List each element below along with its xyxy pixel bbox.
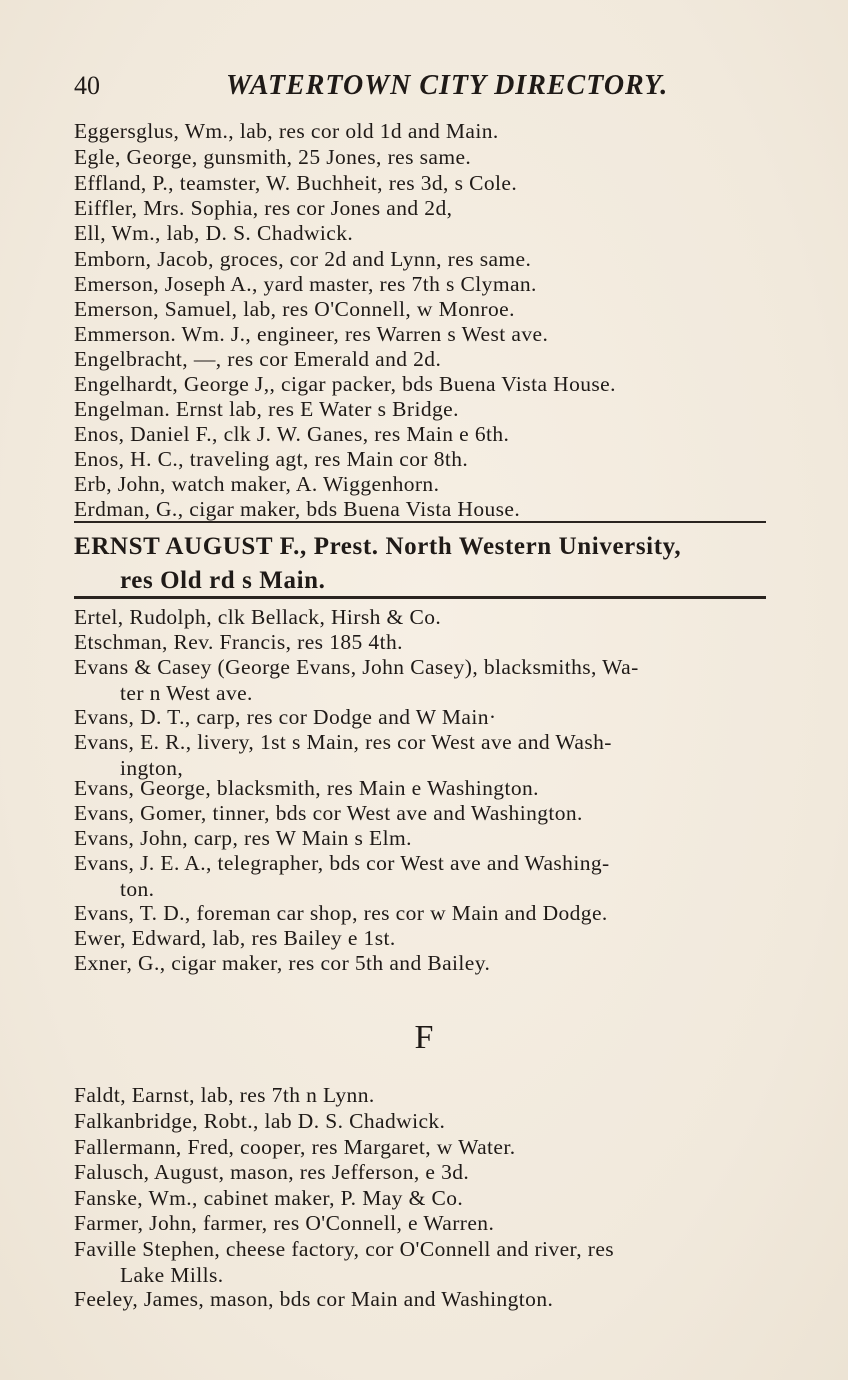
featured-entry: ERNST AUGUST F., Prest. North Western University, res Old rd s Main. [74, 533, 682, 594]
directory-entry: Enos, H. C., traveling agt, res Main cor 8th. [74, 447, 469, 471]
directory-entry: Eggersglus, Wm., lab, res cor old 1d and Main. [74, 119, 499, 143]
directory-entry: Ewer, Edward, lab, res Bailey e 1st. [74, 926, 396, 950]
directory-entry: Evans, John, carp, res W Main s Elm. [74, 826, 412, 850]
page-number: 40 [74, 71, 100, 100]
directory-entry: Exner, G., cigar maker, res cor 5th and Bailey. [74, 951, 491, 975]
section-heading: F [414, 1019, 434, 1056]
directory-entry: Erb, John, watch maker, A. Wiggenhorn. [74, 472, 440, 496]
directory-entry: Ertel, Rudolph, clk Bellack, Hirsh & Co. [74, 605, 442, 629]
directory-entry: Falusch, August, mason, res Jefferson, e 3d. [74, 1160, 470, 1184]
directory-entry: Farmer, John, farmer, res O'Connell, e Warren. [74, 1211, 495, 1235]
directory-entry: Evans, George, blacksmith, res Main e Washington. [74, 776, 539, 800]
running-title: WATERTOWN CITY DIRECTORY. [226, 70, 669, 101]
directory-entry: Fanske, Wm., cabinet maker, P. May & Co. [74, 1186, 464, 1210]
directory-entry: Effland, P., teamster, W. Buchheit, res 3d, s Cole. [74, 171, 518, 195]
directory-entry: Eiffler, Mrs. Sophia, res cor Jones and 2d, [74, 196, 453, 220]
directory-entry: Ell, Wm., lab, D. S. Chadwick. [74, 221, 354, 245]
directory-entry: Emerson, Joseph A., yard master, res 7th s Clyman. [74, 272, 537, 296]
directory-entry: Erdman, G., cigar maker, bds Buena Vista House. [74, 497, 521, 521]
directory-entry: Feeley, James, mason, bds cor Main and Washington. [74, 1287, 554, 1311]
directory-entry: Enos, Daniel F., clk J. W. Ganes, res Main e 6th. [74, 422, 510, 446]
directory-entry: Evans, Gomer, tinner, bds cor West ave and Washington. [74, 801, 583, 825]
directory-entry: Engelbracht, —, res cor Emerald and 2d. [74, 347, 442, 371]
directory-entry: Engelhardt, George J,, cigar packer, bds Buena Vista House. [74, 372, 616, 396]
directory-entry: Egle, George, gunsmith, 25 Jones, res same. [74, 145, 472, 169]
directory-entry: Evans, E. R., livery, 1st s Main, res cor West ave and Wash- ington, [74, 730, 612, 780]
bottom-rule [74, 596, 766, 599]
directory-entry: Emerson, Samuel, lab, res O'Connell, w Monroe. [74, 297, 515, 321]
directory-entry: Evans, T. D., foreman car shop, res cor w Main and Dodge. [74, 901, 608, 925]
directory-entry: Etschman, Rev. Francis, res 185 4th. [74, 630, 403, 654]
directory-entry: Engelman. Ernst lab, res E Water s Bridge. [74, 397, 459, 421]
directory-entry: Emmerson. Wm. J., engineer, res Warren s West ave. [74, 322, 549, 346]
directory-entry: Emborn, Jacob, groces, cor 2d and Lynn, res same. [74, 247, 532, 271]
directory-entry: Evans, J. E. A., telegrapher, bds cor West ave and Washing- ton. [74, 851, 610, 901]
directory-entry: Faldt, Earnst, lab, res 7th n Lynn. [74, 1083, 375, 1107]
directory-entry: Faville Stephen, cheese factory, cor O'Connell and river, res Lake Mills. [74, 1237, 615, 1287]
page-header [74, 68, 774, 108]
directory-entry: Evans, D. T., carp, res cor Dodge and W Main· [74, 705, 497, 729]
directory-entry: Fallermann, Fred, cooper, res Margaret, w Water. [74, 1135, 516, 1159]
top-rule [74, 521, 766, 523]
directory-entry: Falkanbridge, Robt., lab D. S. Chadwick. [74, 1109, 446, 1133]
directory-entry: Evans & Casey (George Evans, John Casey), blacksmiths, Wa- ter n West ave. [74, 655, 639, 705]
